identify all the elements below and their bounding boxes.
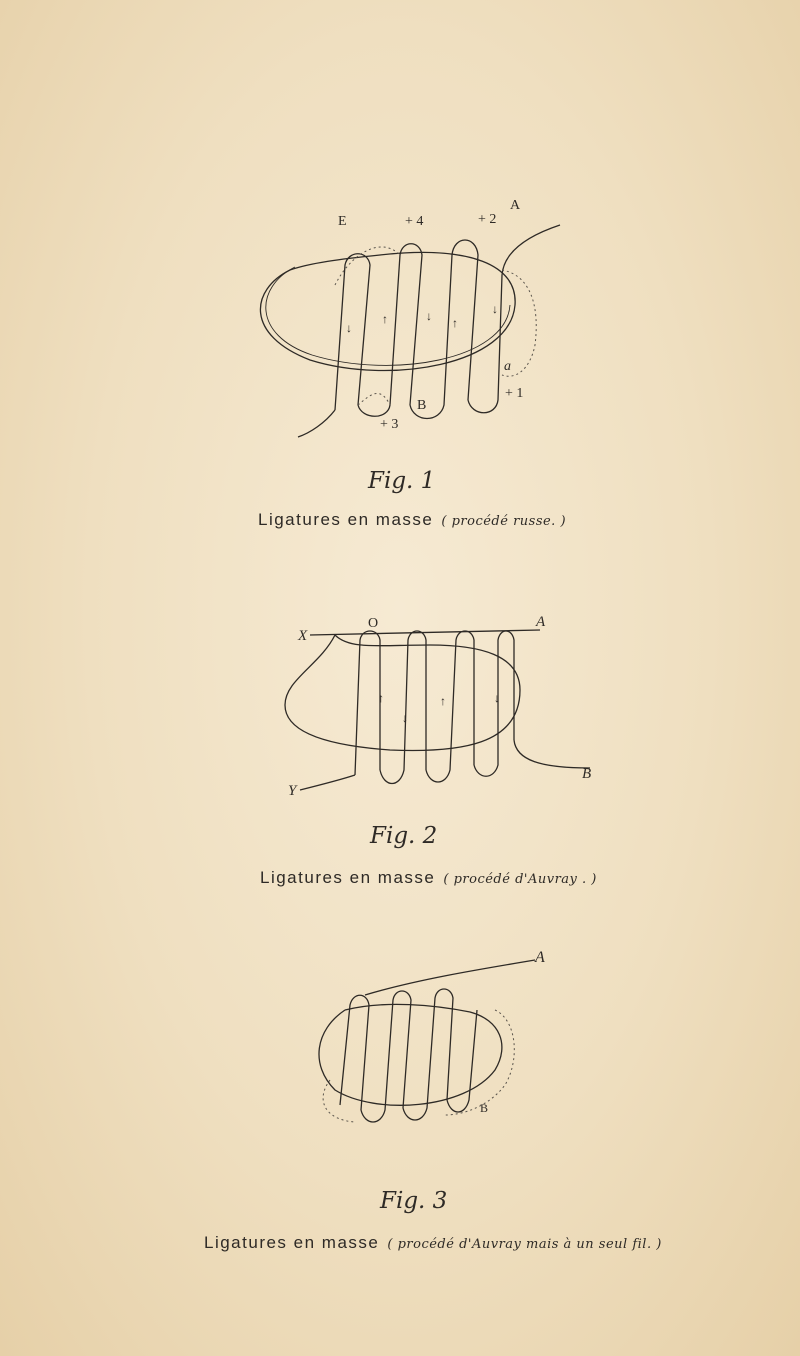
fig1-label-A: A [510,198,521,213]
fig1-label-plus1: + 1 [505,386,524,401]
fig1-label-E: E [338,214,347,229]
fig2-loops [300,631,590,790]
fig2-label-X: X [298,628,308,644]
svg-text:↓: ↓ [402,711,408,725]
figure-2-title: Fig. 2 [370,823,438,849]
figure-2-caption-note: ( procédé d'Auvray . ) [443,872,597,887]
svg-text:↑: ↑ [440,694,446,708]
figure-3-caption-note: ( procédé d'Auvray mais à un seul fil. ) [387,1237,662,1252]
fig1-label-plus2: + 2 [478,212,497,227]
fig1-label-B: B [417,398,427,413]
figure-3-caption [204,1233,662,1253]
figure-1-caption-note: ( procédé russe. ) [441,514,567,529]
fig2-label-A: A [536,614,546,630]
fig1-label-a: a [504,359,511,374]
fig2-label-Y: Y [288,783,297,799]
fig2-label-O: O [368,616,379,631]
fig3-loops [340,960,535,1122]
fig1-loops [298,225,560,437]
svg-text:↓: ↓ [346,321,352,335]
svg-text:↓: ↓ [492,302,498,316]
figure-1-caption-text: Ligatures en masse [258,510,434,529]
fig3-label-B: B [480,1101,489,1115]
figure-3-caption-text: Ligatures en masse [204,1233,380,1252]
figure-1-drawing [240,195,580,445]
svg-text:↑: ↑ [382,312,388,326]
figure-1-title: Fig. 1 [368,468,436,494]
svg-text:↓: ↓ [494,691,500,705]
figure-3-drawing [295,950,555,1140]
fig3-label-A: A [535,950,545,966]
figure-1-caption [258,510,566,530]
fig2-label-B: B [582,766,592,782]
fig1-label-plus3: + 3 [380,417,399,432]
fig1-label-plus4: + 4 [405,214,424,229]
figure-2-drawing [280,610,610,800]
svg-text:↓: ↓ [426,309,432,323]
svg-text:↑: ↑ [452,316,458,330]
figure-2-caption [260,868,597,888]
figure-2-caption-text: Ligatures en masse [260,868,436,887]
figure-3-title: Fig. 3 [380,1188,448,1214]
svg-text:↑: ↑ [378,691,384,705]
